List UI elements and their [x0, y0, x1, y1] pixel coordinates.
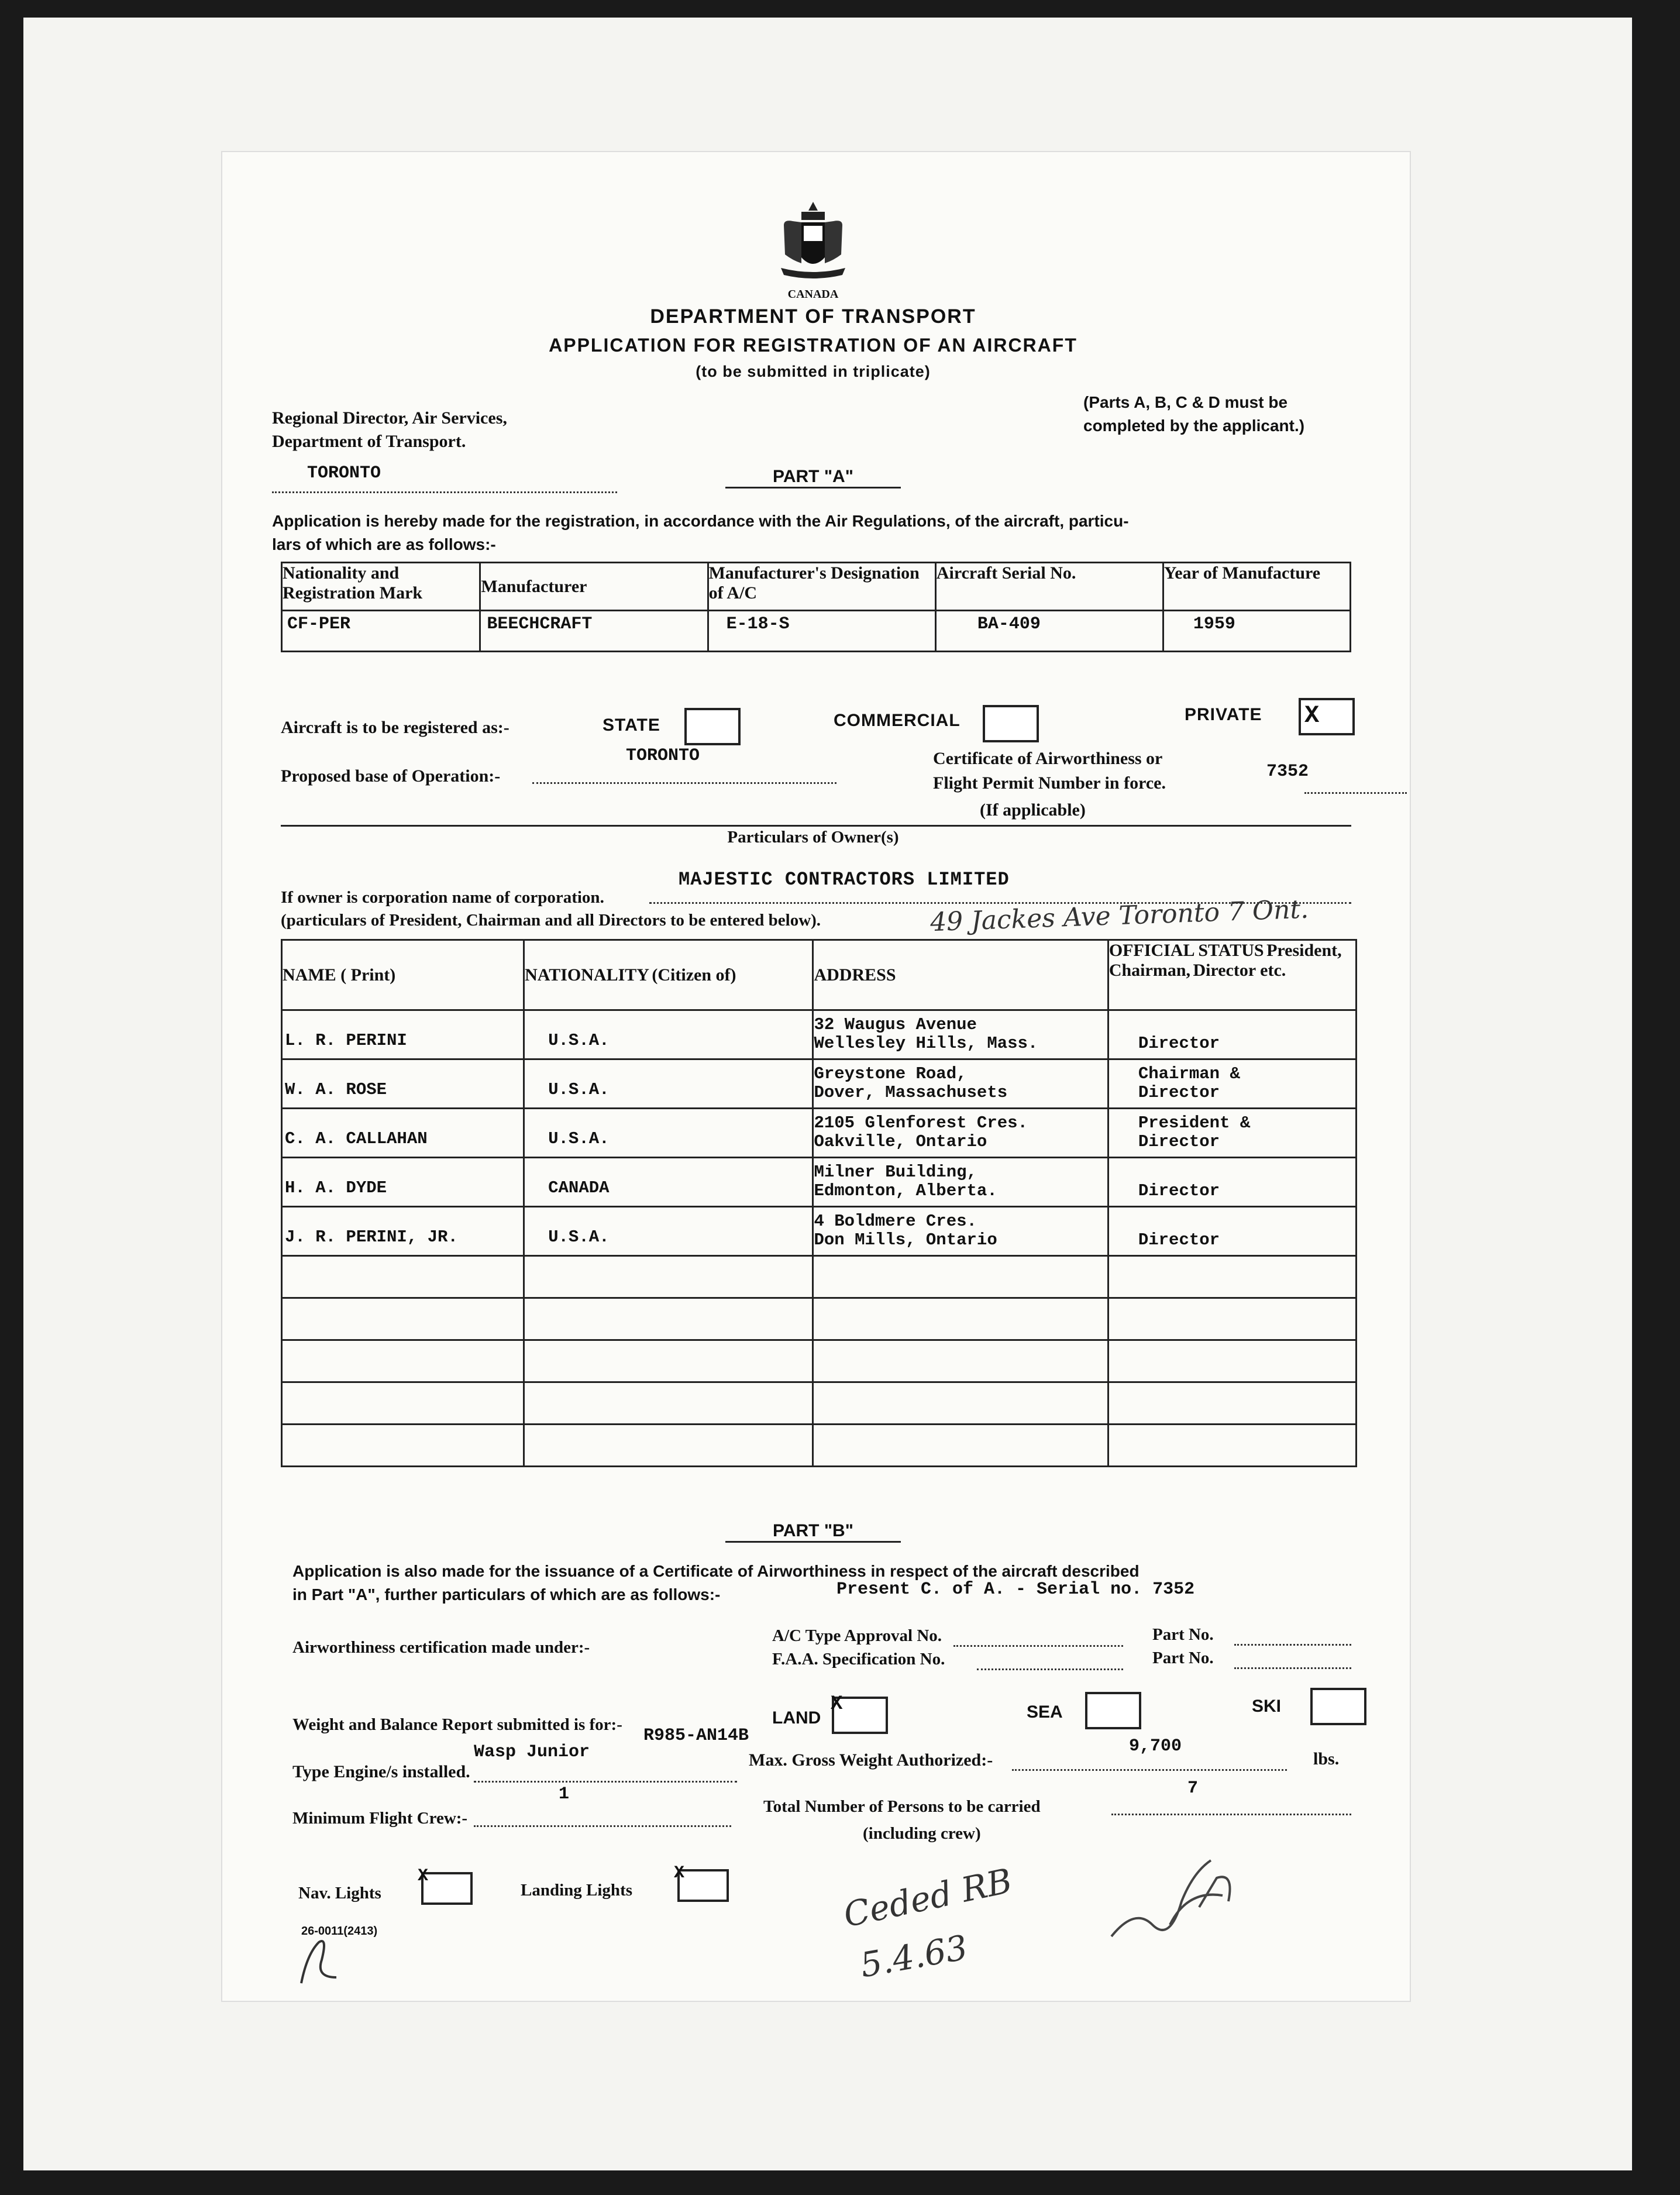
owner-name: L. R. PERINI: [285, 1031, 407, 1050]
nav-lights-checkbox-mark: X: [418, 1866, 429, 1886]
faa-spec-label: F.A.A. Specification No.: [772, 1650, 945, 1668]
landing-lights-checkbox-mark: X: [674, 1863, 685, 1883]
engine-value-2: Wasp Junior: [474, 1742, 590, 1762]
department-title: DEPARTMENT OF TRANSPORT: [650, 305, 976, 328]
form-number: 26-0011(2413): [301, 1925, 378, 1938]
part-no-label-1: Part No.: [1152, 1625, 1214, 1644]
serial-value: BA-409: [977, 614, 1041, 634]
handwritten-note-1: Ceded RB: [840, 1860, 1015, 1935]
private-checkbox[interactable]: [1299, 698, 1355, 735]
corporation-address-handwritten: 49 Jackes Ave Toronto 7 Ont.: [929, 894, 1309, 938]
weight-balance-label: Weight and Balance Report submitted is for:-: [292, 1715, 622, 1734]
table-row-empty: [282, 1425, 1357, 1467]
owner-status-1: President &: [1138, 1113, 1251, 1133]
owner-status-1: [1109, 1207, 1355, 1231]
owner-address-2: Don Mills, Ontario: [814, 1230, 997, 1250]
parts-note-line2: completed by the applicant.): [1083, 417, 1305, 435]
owners-header-address: ADDRESS: [814, 965, 896, 985]
state-checkbox[interactable]: [684, 708, 741, 745]
table-row-empty: [282, 1298, 1357, 1340]
part-no-label-2: Part No.: [1152, 1649, 1214, 1667]
owner-nationality: CANADA: [548, 1178, 610, 1198]
engine-value-1: R985-AN14B: [643, 1726, 749, 1746]
part-b-intro-line1: Application is also made for the issuance of a Certificate of Airworthiness in respect of the aircraft described: [292, 1562, 1139, 1580]
owner-address-1: Greystone Road,: [814, 1064, 967, 1083]
crew-line: [474, 1807, 731, 1827]
registration-mark-value: CF-PER: [287, 614, 351, 634]
landing-lights-checkbox[interactable]: [674, 1863, 729, 1902]
engine-label: Type Engine/s installed.: [292, 1762, 470, 1781]
owners-header-citizen-of: (Citizen of): [652, 965, 736, 985]
owner-nationality: U.S.A.: [548, 1080, 610, 1099]
owners-header-name: NAME ( Print): [283, 965, 396, 985]
land-checkbox-mark: X: [831, 1693, 843, 1715]
owner-address-1: 32 Waugus Avenue: [814, 1015, 977, 1034]
type-approval-label: A/C Type Approval No.: [772, 1626, 942, 1645]
paper-sheet: [23, 18, 1632, 2170]
state-label: STATE: [603, 715, 660, 735]
base-line: [532, 763, 836, 784]
owner-address-1: 4 Boldmere Cres.: [814, 1212, 977, 1231]
handwritten-note-2: 5.4.63: [857, 1927, 970, 1986]
header-year: Year of Manufacture: [1163, 563, 1321, 583]
owner-address-1: 2105 Glenforest Cres.: [814, 1113, 1028, 1133]
owners-heading-rule: [281, 825, 1351, 827]
application-form: [222, 152, 1410, 2001]
owner-name: H. A. DYDE: [285, 1178, 387, 1198]
table-row: [282, 1109, 1357, 1158]
private-label: PRIVATE: [1185, 705, 1262, 724]
addressee-city: TORONTO: [307, 463, 381, 483]
designation-value: E-18-S: [726, 614, 790, 634]
coat-of-arms-icon: [778, 199, 848, 287]
country-label: CANADA: [787, 288, 839, 301]
part-a-heading: PART "A": [725, 467, 901, 488]
crew-label: Minimum Flight Crew:-: [292, 1809, 468, 1828]
part-b-heading: PART "B": [725, 1521, 901, 1543]
owners-header-status-3: Director etc.: [1193, 961, 1286, 980]
corporation-name-value: MAJESTIC CONTRACTORS LIMITED: [679, 869, 1010, 890]
header-nationality-mark: Nationality and Registration Mark: [283, 563, 423, 603]
gross-weight-label: Max. Gross Weight Authorized:-: [749, 1750, 993, 1770]
part-no-line-2: [1234, 1649, 1351, 1669]
cert-value: 7352: [1266, 762, 1309, 782]
sea-label: SEA: [1027, 1702, 1063, 1722]
private-checkbox-mark: X: [1304, 701, 1320, 730]
part-a-intro-line1: Application is hereby made for the registration, in accordance with the Air Regulations, of the aircraft, particu-: [272, 512, 1129, 530]
gross-weight-line: [1012, 1750, 1287, 1771]
owner-name: W. A. ROSE: [285, 1080, 387, 1099]
persons-value: 7: [1187, 1778, 1199, 1798]
owner-name: C. A. CALLAHAN: [285, 1129, 428, 1148]
cert-label2: Flight Permit Number in force.: [933, 773, 1166, 793]
registered-as-label: Aircraft is to be registered as:-: [281, 718, 509, 737]
present-ca-value: Present C. of A. - Serial no. 7352: [836, 1580, 1195, 1599]
persons-label: Total Number of Persons to be carried: [763, 1797, 1041, 1816]
cert-note: (If applicable): [980, 800, 1086, 820]
part-no-line-1: [1234, 1625, 1351, 1646]
owner-status-2: Director: [1138, 1230, 1220, 1250]
owner-address-2: Dover, Massachusets: [814, 1083, 1008, 1102]
persons-note: (including crew): [863, 1824, 981, 1843]
header-serial: Aircraft Serial No.: [936, 563, 1076, 583]
owners-heading: Particulars of Owner(s): [727, 828, 899, 847]
signature-initials-icon: [1100, 1837, 1252, 1948]
owner-name: J. R. PERINI, JR.: [285, 1227, 458, 1247]
crew-value: 1: [559, 1784, 570, 1804]
owner-nationality: U.S.A.: [548, 1031, 610, 1050]
part-a-intro-line2: lars of which are as follows:-: [272, 535, 496, 553]
table-row: [282, 1059, 1357, 1109]
year-value: 1959: [1193, 614, 1235, 634]
owner-status-2: Director: [1138, 1181, 1220, 1200]
parts-note-line1: (Parts A, B, C & D must be: [1083, 393, 1288, 411]
table-row: [282, 1207, 1357, 1256]
sea-checkbox[interactable]: [1085, 1692, 1141, 1729]
owner-nationality: U.S.A.: [548, 1227, 610, 1247]
manufacturer-value: BEECHCRAFT: [487, 614, 593, 634]
owner-status-1: [1109, 1011, 1355, 1034]
cert-line: [1304, 773, 1407, 794]
addressee-line2: Department of Transport.: [272, 432, 466, 451]
owner-status-2: Director: [1138, 1132, 1220, 1151]
form-subtitle: (to be submitted in triplicate): [696, 363, 931, 380]
table-row-empty: [282, 1340, 1357, 1382]
ski-checkbox[interactable]: [1310, 1688, 1366, 1725]
owner-status-2: Director: [1138, 1034, 1220, 1053]
initial-mark-icon: [295, 1931, 348, 1989]
land-label: LAND: [772, 1708, 821, 1728]
commercial-checkbox[interactable]: [983, 705, 1039, 742]
ski-label: SKI: [1252, 1697, 1282, 1716]
owners-header-status-2: President, Chairman,: [1108, 941, 1342, 980]
persons-line: [1111, 1795, 1351, 1815]
addressee-city-field: [272, 463, 617, 493]
gross-weight-unit: lbs.: [1313, 1749, 1340, 1769]
landing-lights-label: Landing Lights: [521, 1881, 633, 1900]
gross-weight-value: 9,700: [1129, 1736, 1182, 1756]
owner-nationality: U.S.A.: [548, 1129, 610, 1148]
commercial-label: COMMERCIAL: [834, 711, 961, 730]
table-row-empty: [282, 1256, 1357, 1298]
owner-status-1: [1109, 1158, 1355, 1182]
owners-header-status: OFFICIAL STATUS: [1108, 941, 1264, 960]
header-manufacturer: Manufacturer: [481, 576, 587, 596]
land-checkbox[interactable]: [831, 1693, 888, 1734]
owner-address-2: Edmonton, Alberta.: [814, 1181, 997, 1200]
owner-status-1: Chairman &: [1138, 1064, 1240, 1083]
addressee-line1: Regional Director, Air Services,: [272, 408, 507, 428]
aircraft-table: [281, 562, 1351, 652]
directors-note: (particulars of President, Chairman and all Directors to be entered below).: [281, 911, 821, 930]
base-value: TORONTO: [626, 746, 700, 766]
faa-spec-line: [977, 1650, 1123, 1670]
owner-address-2: Oakville, Ontario: [814, 1132, 987, 1151]
nav-lights-checkbox[interactable]: [418, 1866, 473, 1905]
owner-status-2: Director: [1138, 1083, 1220, 1102]
base-label: Proposed base of Operation:-: [281, 766, 501, 786]
table-row: [282, 1010, 1357, 1059]
form-title: APPLICATION FOR REGISTRATION OF AN AIRCRAFT: [549, 335, 1077, 356]
part-b-intro-line2: in Part "A", further particulars of which are as follows:-: [292, 1585, 721, 1604]
type-approval-line: [953, 1626, 1123, 1647]
corporation-label: If owner is corporation name of corporation.: [281, 888, 604, 907]
owner-address-2: Wellesley Hills, Mass.: [814, 1034, 1038, 1053]
cert-label1: Certificate of Airworthiness or: [933, 749, 1163, 768]
engine-line: [474, 1762, 737, 1783]
airworthiness-label: Airworthiness certification made under:-: [292, 1638, 590, 1657]
owners-table: [281, 939, 1357, 1467]
owner-address-1: Milner Building,: [814, 1162, 977, 1182]
owners-header-nationality: NATIONALITY: [525, 965, 649, 985]
header-designation: Manufacturer's Designation of A/C: [708, 563, 920, 603]
nav-lights-label: Nav. Lights: [298, 1884, 381, 1902]
table-row-empty: [282, 1382, 1357, 1425]
table-row: [282, 1158, 1357, 1207]
